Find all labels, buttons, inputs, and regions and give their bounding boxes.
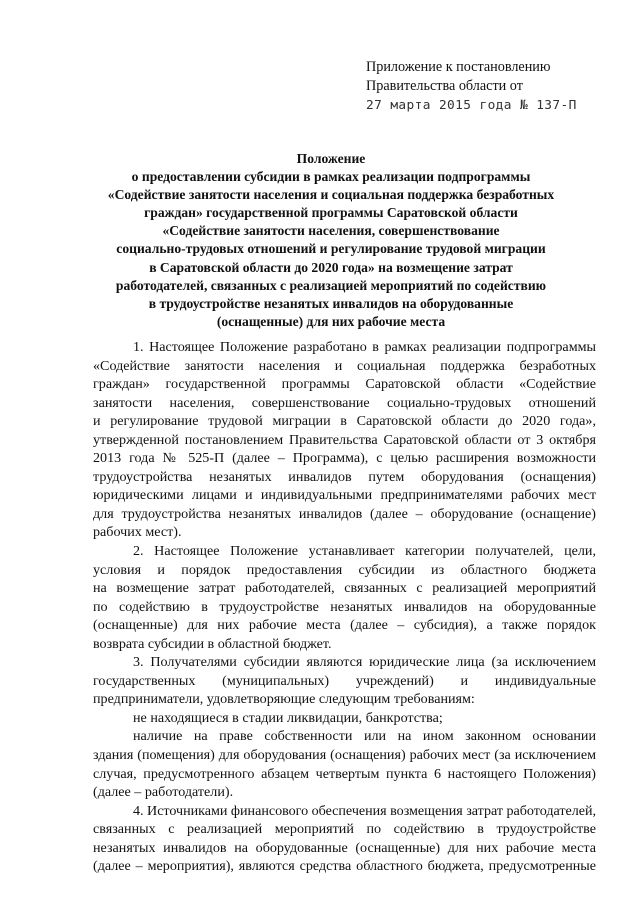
- body-line: незанятых инвалидов на оборудованные (оснащенные) для них рабочие места: [93, 839, 596, 856]
- body-line: условия и порядок предоставления субсидии из областного бюджета: [93, 561, 596, 578]
- title-line: «Содействие занятости населения и социальная поддержка безработных: [107, 187, 555, 203]
- body-line: (далее – работодатели).: [93, 784, 234, 801]
- title-line: граждан» государственной программы Саратовской области: [144, 205, 518, 221]
- body-line: 4. Источниками финансового обеспечения возмещения затрат работодателей,: [133, 802, 596, 819]
- body-line: 2. Настоящее Положение устанавливает категории получателей, цели,: [133, 543, 596, 560]
- body-line: занятости населения, совершенствование социально-трудовых отношений: [93, 394, 596, 411]
- title-line: в Саратовской области до 2020 года» на возмещение затрат: [149, 259, 513, 275]
- body-line: для трудоустройства незанятых инвалидов (далее – оборудование (оснащение): [93, 505, 596, 522]
- body-line: на возмещение затрат работодателей, связанных с реализацией мероприятий: [93, 580, 596, 597]
- body-line: здания (помещения) для оборудования (оснащения) рабочих мест (за исключением: [93, 747, 596, 764]
- body-line: граждан» государственной программы Саратовской области «Содействие: [93, 376, 596, 393]
- body-line: возврата субсидии в областной бюджет.: [93, 635, 332, 652]
- title-line: (оснащенные) для них рабочие места: [216, 313, 446, 329]
- body-line: не находящиеся в стадии ликвидации, банкротства;: [133, 709, 443, 726]
- body-line: трудоустройства незанятых инвалидов путем оборудования (оснащения): [93, 468, 596, 485]
- document-title: [96, 150, 566, 331]
- body-line: 3. Получателями субсидии являются юридические лица (за исключением: [133, 654, 596, 671]
- title-line: о предоставлении субсидии в рамках реализации подпрограммы: [131, 169, 531, 185]
- body-line: по содействию в трудоустройстве незанятых инвалидов на оборудованные: [93, 598, 596, 615]
- body-line: случая, предусмотренного абзацем четвертым пункта 6 настоящего Положения): [93, 765, 596, 782]
- body-line: юридическими лицами и индивидуальными предпринимателями рабочих мест: [93, 487, 596, 504]
- body-line: 1. Настоящее Положение разработано в рамках реализации подпрограммы: [133, 339, 596, 355]
- title-heading: Положение: [296, 151, 366, 166]
- body-line: утвержденной постановлением Правительства Саратовской области от 3 октября: [93, 431, 596, 448]
- appendix-date-stamp: 27 марта 2015 года № 137-П: [366, 98, 577, 113]
- appendix-note: [366, 58, 616, 115]
- body-line: государственных (муниципальных) учреждений) и индивидуальные: [93, 672, 596, 689]
- body-line: «Содействие занятости населения и социальная поддержка безработных: [93, 357, 596, 374]
- body-line: рабочих мест).: [93, 524, 182, 541]
- title-line: «Содействие занятости населения, совершенствование: [162, 223, 500, 239]
- title-line: в трудоустройстве незанятых инвалидов на оборудованные: [148, 295, 514, 311]
- document-body: [93, 338, 596, 876]
- appendix-line-1: Приложение к постановлению: [366, 59, 551, 75]
- body-line: (оснащенные) для них рабочие места (далее – субсидия), а также порядок: [93, 617, 596, 634]
- body-line: (далее – мероприятия), являются средства областного бюджета, предусмотренные: [93, 858, 596, 875]
- title-line: работодателей, связанных с реализацией мероприятий по содействию: [115, 277, 547, 293]
- title-line: социально-трудовых отношений и регулирование трудовой миграции: [116, 241, 546, 257]
- body-line: связанных с реализацией мероприятий по содействию в трудоустройстве: [93, 821, 596, 838]
- body-line: и регулирование трудовой миграции в Саратовской области до 2020 года»,: [93, 413, 596, 430]
- body-line: предприниматели, удовлетворяющие следующим требованиям:: [93, 691, 475, 708]
- body-line: наличие на праве собственности или на ином законном основании: [133, 728, 596, 745]
- appendix-line-2: Правительства области от: [366, 78, 523, 94]
- body-line: 2013 года № 525-П (далее – Программа), с целью расширения возможности: [93, 450, 596, 467]
